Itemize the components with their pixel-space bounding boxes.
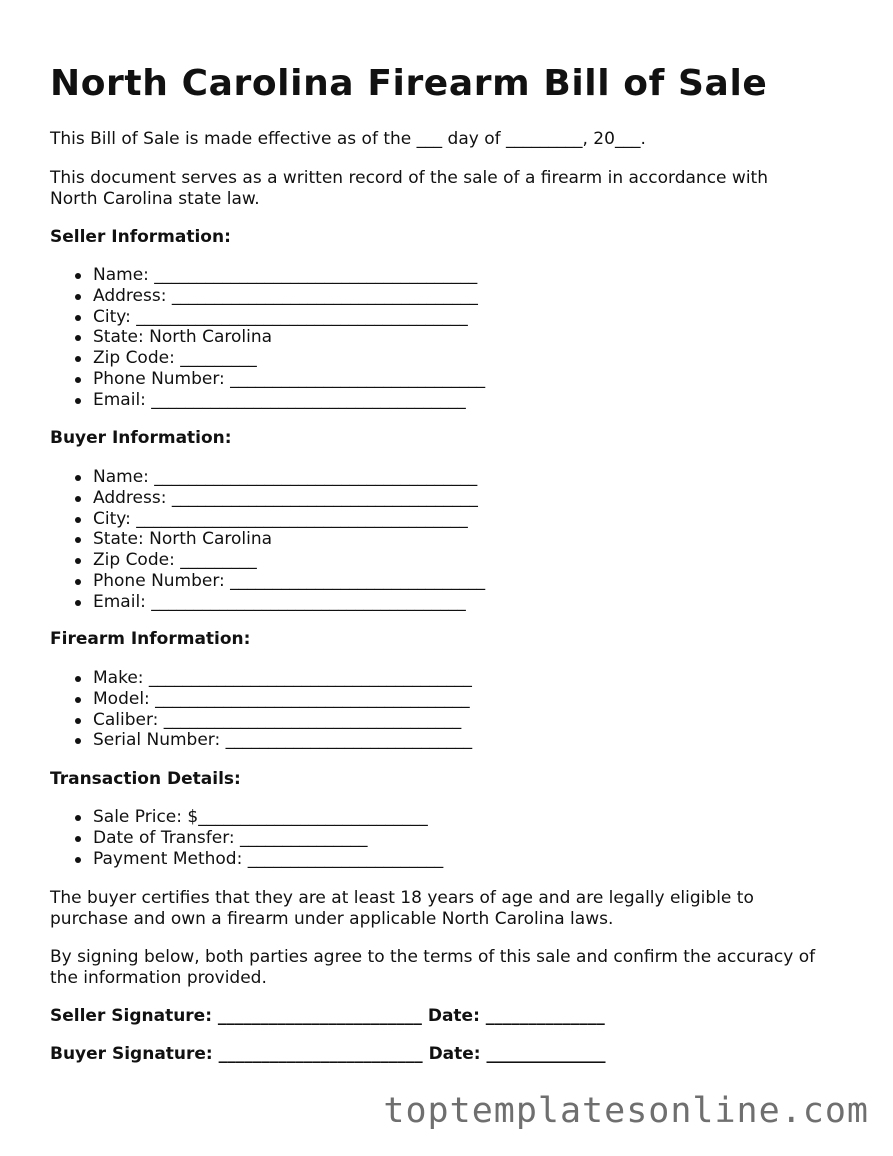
seller-name-field: Name: ______________________________________ [50,265,485,286]
transfer-date-field: Date of Transfer: _______________ [50,828,443,849]
firearm-make-field: Make: ______________________________________ [50,668,472,689]
seller-field-list [50,265,485,411]
seller-phone-field: Phone Number: ______________________________ [50,369,485,390]
seller-section-heading: Seller Information: [50,227,231,247]
seller-state-field: State: North Carolina [50,327,485,348]
buyer-phone-field: Phone Number: ______________________________ [50,571,485,592]
buyer-field-list [50,467,485,613]
buyer-address-field: Address: ____________________________________ [50,488,485,509]
purpose-paragraph: This document serves as a written record of the sale of a firearm in accordance with North Carolina state law. [50,168,768,209]
agreement-paragraph: By signing below, both parties agree to the terms of this sale and confirm the accuracy of the information provided. [50,947,816,988]
buyer-zip-field: Zip Code: _________ [50,550,485,571]
firearm-section-heading: Firearm Information: [50,629,251,649]
buyer-city-field: City: _______________________________________ [50,509,485,530]
certification-paragraph: The buyer certifies that they are at least 18 years of age and are legally eligible to purchase and own a firearm under applicable North Carolina laws. [50,888,754,929]
seller-email-field: Email: _____________________________________ [50,390,485,411]
firearm-caliber-field: Caliber: ___________________________________ [50,710,472,731]
seller-city-field: City: _______________________________________ [50,307,485,328]
firearm-model-field: Model: _____________________________________ [50,689,472,710]
firearm-serial-field: Serial Number: _____________________________ [50,730,472,751]
seller-signature-line: Seller Signature: ________________________ Date: ______________ [50,1006,605,1026]
buyer-state-field: State: North Carolina [50,529,485,550]
buyer-section-heading: Buyer Information: [50,428,232,448]
payment-method-field: Payment Method: _______________________ [50,849,443,870]
sale-price-field: Sale Price: $___________________________ [50,807,443,828]
seller-zip-field: Zip Code: _________ [50,348,485,369]
buyer-signature-line: Buyer Signature: ________________________ Date: ______________ [50,1044,606,1064]
effective-date-paragraph: This Bill of Sale is made effective as of the ___ day of _________, 20___. [50,129,646,149]
firearm-field-list [50,668,472,751]
transaction-section-heading: Transaction Details: [50,769,241,789]
document-title: North Carolina Firearm Bill of Sale [50,63,768,104]
buyer-email-field: Email: _____________________________________ [50,592,485,613]
seller-address-field: Address: ____________________________________ [50,286,485,307]
watermark-text: toptemplatesonline.com [383,1091,869,1131]
transaction-field-list [50,807,443,869]
buyer-name-field: Name: ______________________________________ [50,467,485,488]
